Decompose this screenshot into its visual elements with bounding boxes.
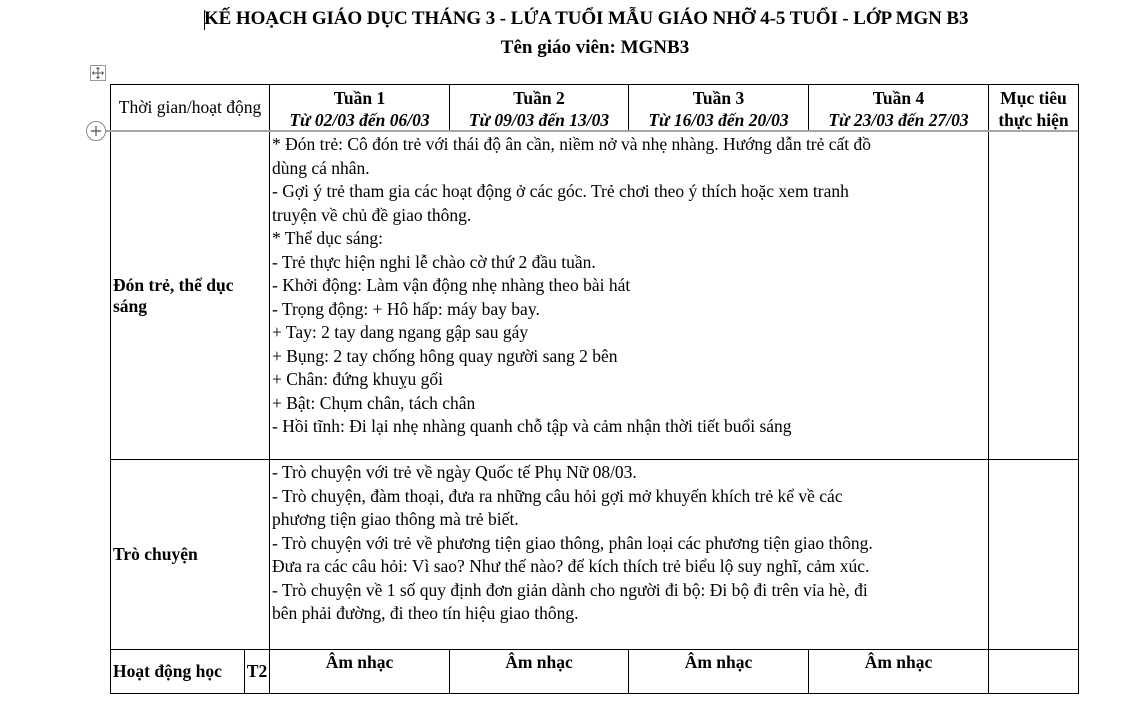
header-row	[111, 85, 1079, 132]
goal-cell[interactable]	[989, 132, 1079, 460]
content-line: - Hồi tĩnh: Đi lại nhẹ nhàng quanh chỗ tập và cảm nhận thời tiết buổi sáng	[272, 416, 792, 436]
goal-line-2: thực hiện	[998, 110, 1069, 130]
content-line: + Bụng: 2 tay chống hông quay người sang 2 bên	[272, 345, 618, 366]
insert-row-indicator	[106, 130, 1078, 132]
subject-cell[interactable]: Âm nhạc	[629, 650, 809, 694]
content-line: - Trò chuyện với trẻ về phương tiện giao thông, phân loại các phương tiện giao thông.	[272, 532, 873, 553]
content-line: + Chân: đứng khuỵu gối	[272, 369, 444, 389]
header-week-3	[629, 85, 809, 132]
subject-cell[interactable]: Âm nhạc	[270, 650, 450, 694]
content-line: - Trò chuyện, đàm thoại, đưa ra những câu hỏi gợi mở khuyến khích trẻ kể về các	[272, 485, 843, 506]
goal-cell[interactable]	[989, 460, 1079, 650]
subject-cell[interactable]: Âm nhạc	[450, 650, 629, 694]
content-line: - Trọng động: + Hô hấp: máy bay bay.	[272, 298, 540, 319]
week-range: Từ 23/03 đến 27/03	[828, 110, 969, 130]
day-label: T2	[245, 650, 270, 694]
education-plan-table	[110, 84, 1079, 694]
teacher-name: Tên giáo viên: MGNB3	[500, 37, 690, 58]
table-row	[111, 132, 1079, 460]
content-line: - Trò chuyện với trẻ về ngày Quốc tế Phụ Nữ 08/03.	[272, 462, 637, 482]
content-line: + Tay: 2 tay dang ngang gập sau gáy	[272, 322, 529, 342]
content-line: * Thể dục sáng:	[272, 228, 383, 248]
insert-row-button[interactable]	[86, 121, 106, 141]
week-range: Từ 09/03 đến 13/03	[468, 110, 610, 130]
row-label-welcome: Đón trẻ, thể dục sáng	[111, 132, 270, 460]
header-week-4	[809, 85, 989, 132]
move-arrows-icon	[92, 67, 104, 79]
week-range: Từ 16/03 đến 20/03	[648, 110, 789, 130]
content-line: dùng cá nhân.	[272, 157, 370, 178]
content-line: * Đón trẻ: Cô đón trẻ với thái độ ân cần, niềm nở và nhẹ nhàng. Hướng dẫn trẻ cất đồ	[272, 134, 872, 154]
header-week-1	[270, 85, 450, 132]
week-name: Tuần 4	[872, 88, 925, 108]
content-line: + Bật: Chụm chân, tách chân	[272, 392, 476, 413]
week-name: Tuần 3	[692, 88, 745, 108]
header-week-2	[450, 85, 629, 132]
row-label-learning: Hoạt động học	[111, 650, 245, 694]
row-label-conversation: Trò chuyện	[111, 460, 270, 650]
content-line: - Trò chuyện về 1 số quy định đơn giản dành cho người đi bộ: Đi bộ đi trên vỉa hè, đi	[272, 579, 868, 600]
content-line: phương tiện giao thông mà trẻ biết.	[272, 509, 519, 529]
goal-cell[interactable]	[989, 650, 1079, 694]
subject-cell[interactable]: Âm nhạc	[809, 650, 989, 694]
row-content-welcome[interactable]	[270, 132, 989, 460]
content-line: - Gợi ý trẻ tham gia các hoạt động ở các góc. Trẻ chơi theo ý thích hoặc xem tranh	[272, 181, 849, 201]
plus-circle-icon	[90, 125, 102, 137]
content-line: - Trẻ thực hiện nghi lễ chào cờ thứ 2 đầu tuần.	[272, 251, 596, 272]
table-row	[111, 650, 1079, 694]
page-title: KẾ HOẠCH GIÁO DỤC THÁNG 3 - LỨA TUỔI MẪU GIÁO NHỠ 4-5 TUỔI - LỚP MGN B3	[204, 8, 969, 29]
table-move-handle[interactable]	[90, 65, 106, 81]
header-goal	[989, 85, 1079, 132]
week-name: Tuần 2	[513, 88, 565, 108]
week-name: Tuần 1	[333, 88, 386, 108]
week-range: Từ 02/03 đến 06/03	[289, 110, 430, 130]
content-line: - Khởi động: Làm vận động nhẹ nhàng theo bài hát	[272, 275, 631, 295]
content-line: bên phải đường, đi theo tín hiệu giao thông.	[272, 603, 579, 623]
goal-line-1: Mục tiêu	[1000, 88, 1067, 108]
content-line: truyện về chủ đề giao thông.	[272, 204, 472, 225]
table-row	[111, 460, 1079, 650]
header-activity: Thời gian/hoạt động	[111, 85, 270, 132]
row-content-conversation[interactable]	[270, 460, 989, 650]
content-line: Đưa ra các câu hỏi: Vì sao? Như thế nào? để kích thích trẻ biểu lộ suy nghĩ, cảm xúc.	[272, 556, 870, 576]
